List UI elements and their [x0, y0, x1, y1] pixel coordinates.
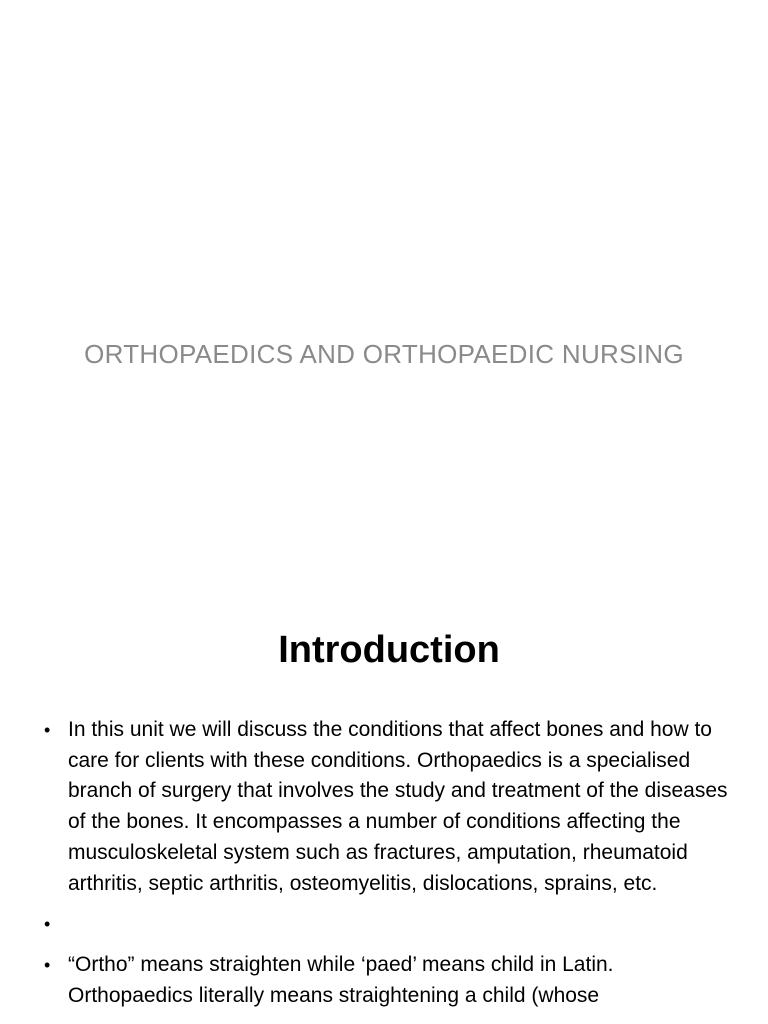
bullet-text: In this unit we will discuss the conditions that affect bones and how to care for clients with these conditions. Orthopaedics is a specialised branch of surgery that involves the study and treatment of the diseases of the bones. It encompasses a number of conditions affecting the musculoskeletal system such as fractures, amputation, rheumatoid arthritis, septic arthritis, osteomyelitis, dislocations, sprains, etc.: [68, 718, 728, 895]
bullet-item: [40, 909, 730, 940]
bullet-text: “Ortho” means straighten while ‘paed’ means child in Latin. Orthopaedics literally means straightening a child (whose: [68, 952, 614, 1007]
bullet-item: [40, 950, 730, 1011]
bullet-icon: •: [44, 720, 51, 740]
bullet-list: [40, 715, 730, 1021]
slide-title: ORTHOPAEDICS AND ORTHOPAEDIC NURSING: [84, 339, 684, 369]
bullet-icon: •: [44, 914, 51, 935]
intro-heading: Introduction: [278, 629, 500, 671]
bullet-icon: •: [44, 954, 51, 975]
intro-slide: [0, 576, 768, 1024]
bullet-item: [40, 715, 730, 899]
